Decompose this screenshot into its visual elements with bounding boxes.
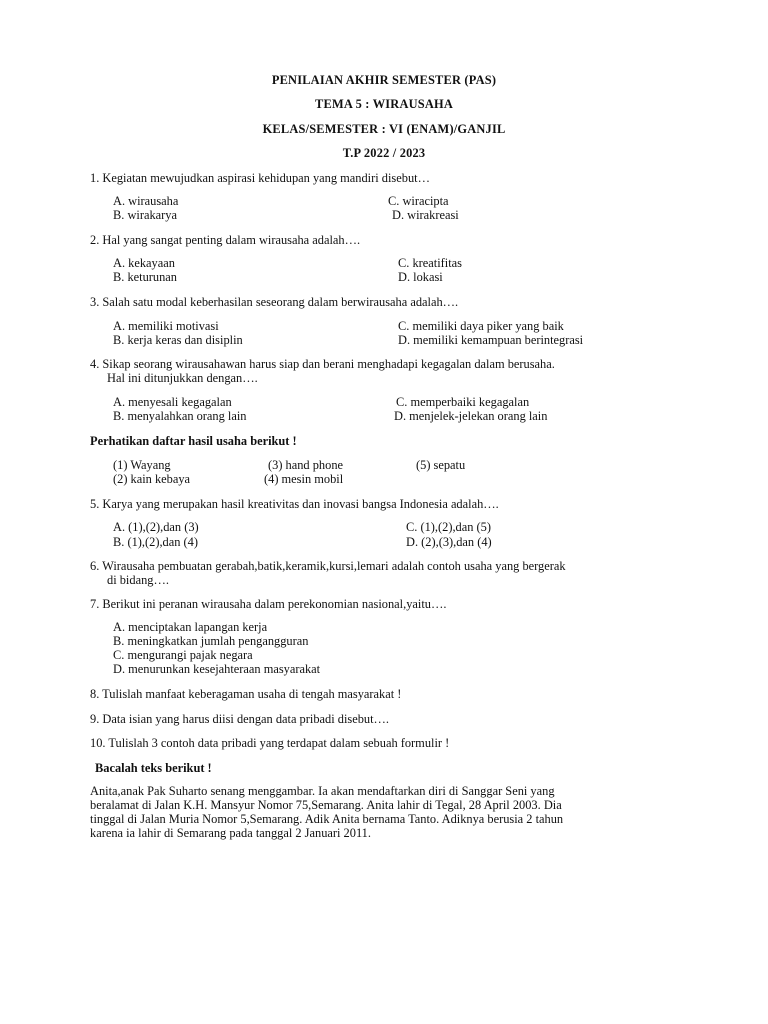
paragraph-line-4: karena ia lahir di Semarang pada tanggal 2 Januari 2011. <box>90 826 371 840</box>
q7-option-c: C. mengurangi pajak negara <box>113 648 253 662</box>
q4-option-a: A. menyesali kegagalan <box>113 395 232 409</box>
list-title: Perhatikan daftar hasil usaha berikut ! <box>90 434 297 448</box>
question-4-cont: Hal ini ditunjukkan dengan…. <box>107 371 258 385</box>
question-7: 7. Berikut ini peranan wirausaha dalam perekonomian nasional,yaitu…. <box>90 597 447 611</box>
q1-option-a: A. wirausaha <box>113 194 179 208</box>
q4-option-b: B. menyalahkan orang lain <box>113 409 247 423</box>
q7-option-a: A. menciptakan lapangan kerja <box>113 620 268 634</box>
paragraph-line-2: beralamat di Jalan K.H. Mansyur Nomor 75,Semarang. Anita lahir di Tegal, 28 April 2003. Dia <box>90 798 562 812</box>
paragraph-line-3: tinggal di Jalan Muria Nomor 5,Semarang. Adik Anita bernama Tanto. Adiknya berusia 2 tahun <box>90 812 564 826</box>
q3-option-d: D. memiliki kemampuan berintegrasi <box>398 333 584 347</box>
question-2: 2. Hal yang sangat penting dalam wirausaha adalah…. <box>90 233 361 247</box>
question-1: 1. Kegiatan mewujudkan aspirasi kehidupan yang mandiri disebut… <box>90 171 430 185</box>
question-6: 6. Wirausaha pembuatan gerabah,batik,keramik,kursi,lemari adalah contoh usaha yang bergerak <box>90 559 566 573</box>
q1-option-c: C. wiracipta <box>388 194 449 208</box>
exam-theme: TEMA 5 : WIRAUSAHA <box>315 97 453 111</box>
q3-option-a: A. memiliki motivasi <box>113 319 219 333</box>
q4-option-d: D. menjelek-jelekan orang lain <box>394 409 548 423</box>
q7-option-d: D. menurunkan kesejahteraan masyarakat <box>113 662 321 676</box>
q2-option-d: D. lokasi <box>398 270 443 284</box>
q5-option-d: D. (2),(3),dan (4) <box>406 535 492 549</box>
paragraph-line-1: Anita,anak Pak Suharto senang menggambar. Ia akan mendaftarkan diri di Sanggar Seni yang <box>90 784 555 798</box>
q5-option-c: C. (1),(2),dan (5) <box>406 520 491 534</box>
q1-option-b: B. wirakarya <box>113 208 177 222</box>
list-item-2: (2) kain kebaya <box>113 472 191 486</box>
q3-option-c: C. memiliki daya piker yang baik <box>398 319 564 333</box>
q3-option-b: B. kerja keras dan disiplin <box>113 333 243 347</box>
q5-option-b: B. (1),(2),dan (4) <box>113 535 198 549</box>
exam-title: PENILAIAN AKHIR SEMESTER (PAS) <box>271 73 497 87</box>
question-4: 4. Sikap seorang wirausahawan harus siap dan berani menghadapi kegagalan dalam berusaha. <box>90 357 555 371</box>
q2-option-a: A. kekayaan <box>113 256 175 270</box>
question-6-cont: di bidang…. <box>107 573 169 587</box>
q2-option-b: B. keturunan <box>113 270 178 284</box>
list-item-5: (5) sepatu <box>416 458 466 472</box>
question-3: 3. Salah satu modal keberhasilan seseorang dalam berwirausaha adalah…. <box>90 295 459 309</box>
exam-class: KELAS/SEMESTER : VI (ENAM)/GANJIL <box>262 122 506 136</box>
list-item-3: (3) hand phone <box>268 458 344 472</box>
q4-option-c: C. memperbaiki kegagalan <box>396 395 530 409</box>
q2-option-c: C. kreatifitas <box>398 256 462 270</box>
question-10: 10. Tulislah 3 contoh data pribadi yang terdapat dalam sebuah formulir ! <box>90 736 450 750</box>
exam-year: T.P 2022 / 2023 <box>342 146 426 160</box>
q1-option-d: D. wirakreasi <box>392 208 459 222</box>
question-5: 5. Karya yang merupakan hasil kreativitas dan inovasi bangsa Indonesia adalah…. <box>90 497 499 511</box>
list-item-4: (4) mesin mobil <box>264 472 344 486</box>
q5-option-a: A. (1),(2),dan (3) <box>113 520 199 534</box>
reading-title: Bacalah teks berikut ! <box>95 761 212 775</box>
q7-option-b: B. meningkatkan jumlah pengangguran <box>113 634 309 648</box>
question-9: 9. Data isian yang harus diisi dengan data pribadi disebut…. <box>90 712 390 726</box>
list-item-1: (1) Wayang <box>113 458 171 472</box>
question-8: 8. Tulislah manfaat keberagaman usaha di tengah masyarakat ! <box>90 687 402 701</box>
